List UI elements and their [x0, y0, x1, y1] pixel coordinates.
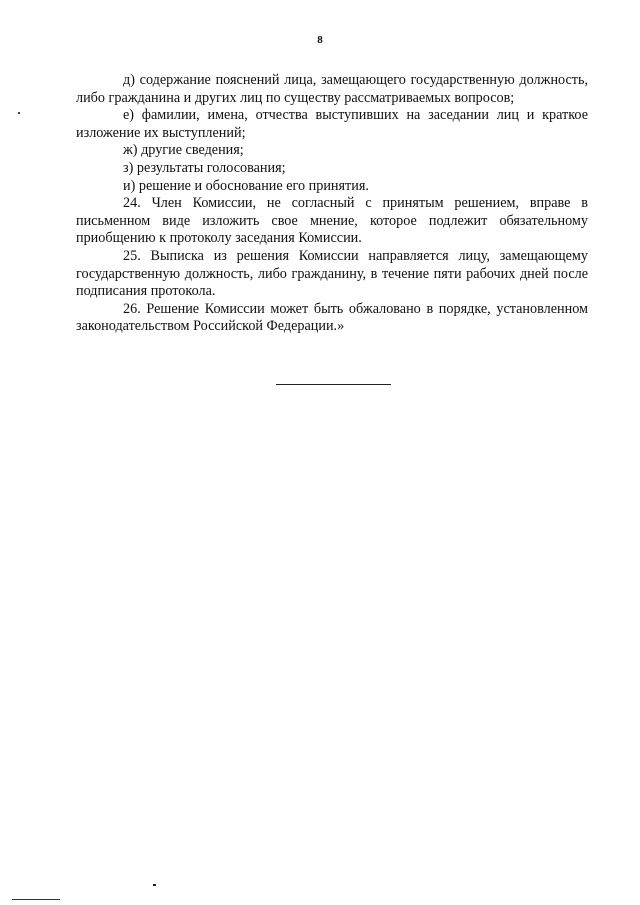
paragraph-item-z: з) результаты голосования;: [123, 159, 286, 176]
paragraph-item-i: и) решение и обоснование его принятия.: [123, 177, 369, 194]
page-number: 8: [317, 34, 323, 46]
scan-mark-footer: [12, 899, 60, 900]
paragraph-clause-26: 26. Решение Комиссии может быть обжаловано в порядке, установленном законодательством Российской Федерации.»: [76, 300, 588, 335]
end-divider: [276, 384, 391, 385]
paragraph-item-zh: ж) другие сведения;: [123, 142, 244, 159]
paragraph-clause-25: 25. Выписка из решения Комиссии направляется лицу, замещающему государственную должность, либо гражданину, в течение пяти рабочих дней после подписания протокола.: [76, 247, 588, 300]
document-body: [76, 72, 588, 336]
paragraph-clause-24: 24. Член Комиссии, не согласный с принятым решением, вправе в письменном виде изложить свое мнение, которое подлежит обязательному приобщению к протоколу заседания Комиссии.: [76, 195, 588, 247]
scan-mark-left: [18, 112, 20, 114]
scan-mark-bottom: [153, 884, 156, 886]
paragraph-item-d: д) содержание пояснений лица, замещающего государственную должность, либо гражданина и других лиц по существу рассматриваемых вопросов;: [76, 72, 588, 106]
paragraph-item-e: е) фамилии, имена, отчества выступивших на заседании лиц и краткое изложение их выступлений;: [76, 107, 588, 141]
